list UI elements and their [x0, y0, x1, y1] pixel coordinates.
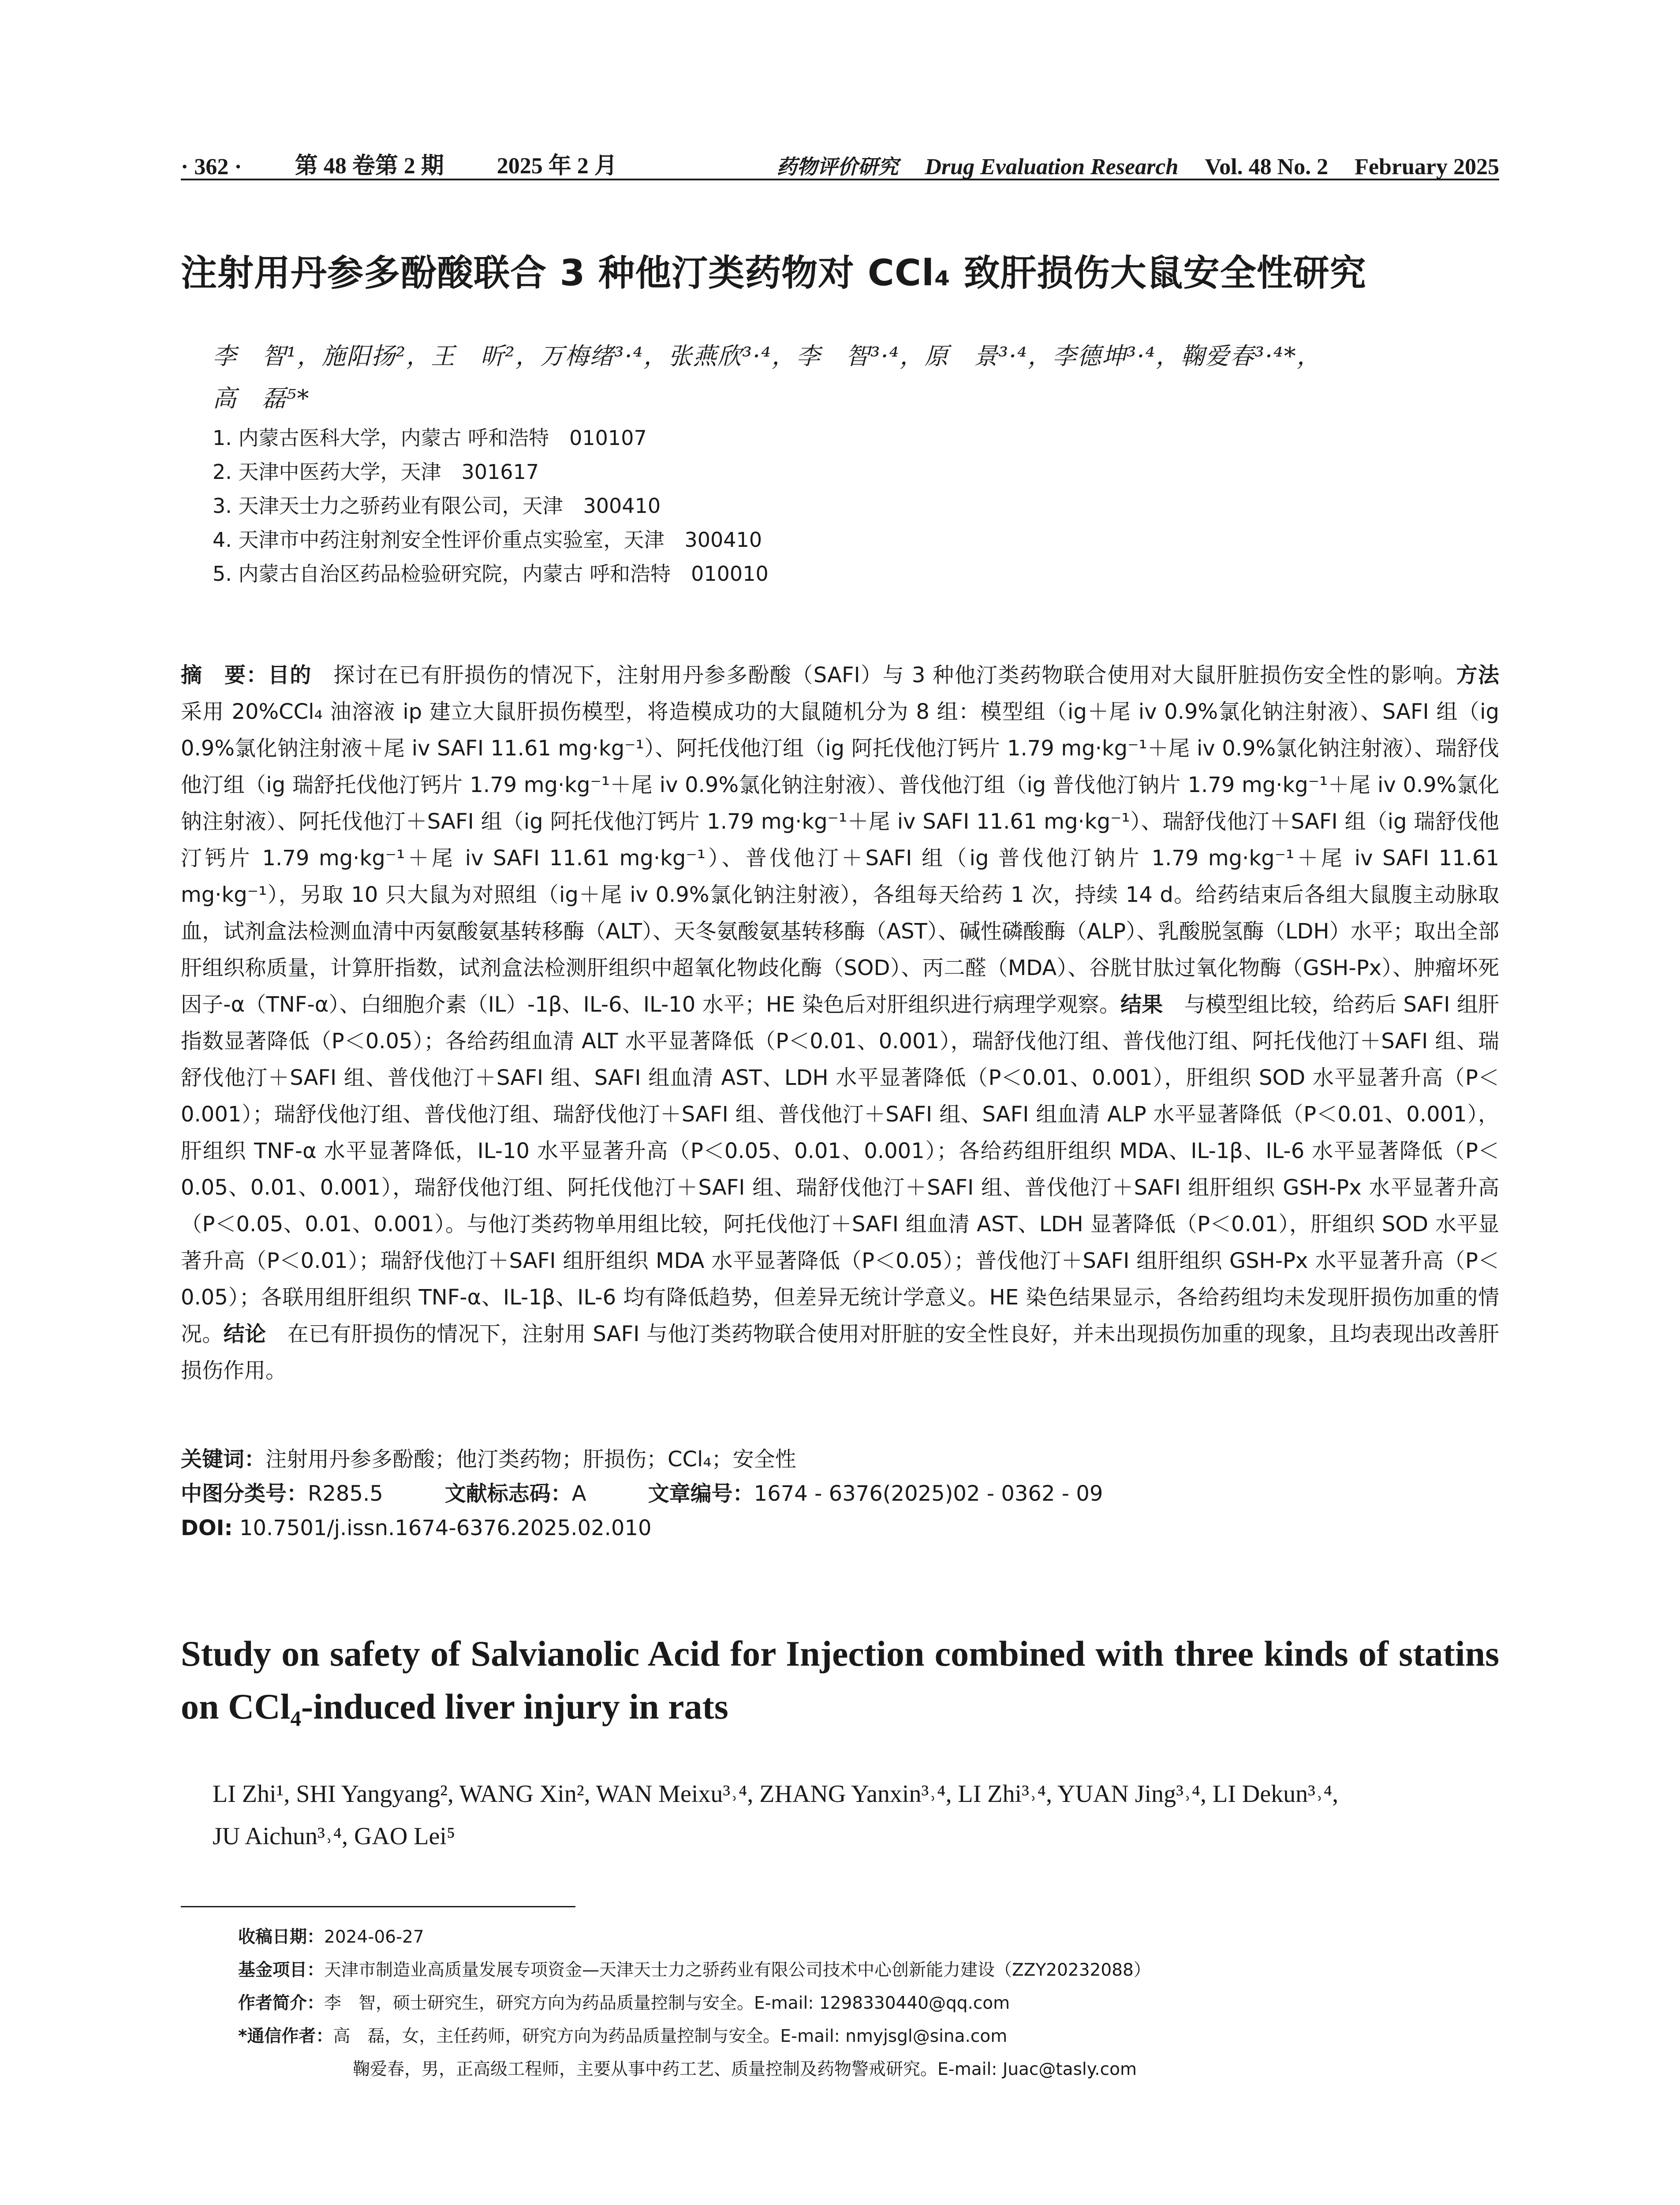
abstract-conclusion: 在已有肝损伤的情况下，注射用 SAFI 与他汀类药物联合使用对肝脏的安全性良好，并未出现损伤加重的现象，且均表现出改善肝损伤作用。: [181, 1322, 1499, 1383]
footnote-corresponding-2: 鞠爱春，男，正高级工程师，主要从事中药工艺、质量控制及药物警戒研究。E-mail: Juac@tasly.com: [353, 2059, 1137, 2079]
affiliation-item: 4. 天津市中药注射剂安全性评价重点实验室，天津 300410: [213, 528, 762, 552]
doi-row: [181, 1511, 1499, 1545]
doc-code-value: A: [571, 1481, 586, 1506]
abstract-label: 摘 要：: [181, 663, 268, 688]
footnote-rule: [181, 1906, 575, 1907]
affiliations-list: [213, 421, 1499, 591]
keywords-label: 关键词：: [181, 1447, 266, 1472]
affiliation-item: 2. 天津中医药大学，天津 301617: [213, 460, 539, 484]
corresponding-label: *通信作者：: [238, 2026, 333, 2046]
article-title-cn: 注射用丹参多酚酸联合 3 种他汀类药物对 CCl₄ 致肝损伤大鼠安全性研究: [181, 252, 1366, 294]
abstract-purpose: 探讨在已有肝损伤的情况下，注射用丹参多酚酸（SAFI）与 3 种他汀类药物联合使用对大鼠肝脏损伤安全性的影响。: [333, 663, 1456, 688]
authors-cn: [213, 335, 1499, 420]
volume-issue-en: Vol. 48 No. 2: [1205, 154, 1329, 179]
author-bio-label: 作者简介：: [238, 1993, 325, 2013]
affiliation-item: 1. 内蒙古医科大学，内蒙古 呼和浩特 010107: [213, 426, 647, 450]
affiliation-item: 5. 内蒙古自治区药品检验研究院，内蒙古 呼和浩特 010010: [213, 562, 769, 586]
abstract-method: 采用 20%CCl₄ 油溶液 ip 建立大鼠肝损伤模型，将造模成功的大鼠随机分为 8 组：模型组（ig＋尾 iv 0.9%氯化钠注射液）、SAFI 组（ig 0.9%氯化钠注射液＋尾 iv SAFI 11.61 mg·kg⁻¹）、阿托伐他汀组（ig 阿托伐他汀钙片 1.79 mg·kg⁻¹＋尾 iv 0.9%氯化钠注射液）、瑞舒伐他汀组（ig 瑞舒托伐他汀钙片 1.79 mg·kg⁻¹＋尾 iv 0.9%氯化钠注射液）、普伐他汀组（ig 普伐他汀钠片 1.79 mg·kg⁻¹＋尾 iv 0.9%氯化钠注射液）、阿托伐他汀＋SAFI 组（ig 阿托伐他汀钙片 1.79 mg·kg⁻¹＋尾 iv SAFI 11.61 mg·kg⁻¹）、瑞舒伐他汀＋SAFI 组（ig 瑞舒伐他汀钙片 1.79 mg·kg⁻¹＋尾 iv SAFI 11.61 mg·kg⁻¹）、普伐他汀＋SAFI 组（ig 普伐他汀钠片 1.79 mg·kg⁻¹＋尾 iv SAFI 11.61 mg·kg⁻¹），另取 10 只大鼠为对照组（ig＋尾 iv 0.9%氯化钠注射液），各组每天给药 1 次，持续 14 d。给药结束后各组大鼠腹主动脉取血，试剂盒法检测血清中丙氨酸氨基转移酶（ALT）、天冬氨酸氨基转移酶（AST）、碱性磷酸酶（ALP）、乳酸脱氢酶（LDH）水平；取出全部肝组织称质量，计算肝指数，试剂盒法检测肝组织中超氧化物歧化酶（SOD）、丙二醛（MDA）、谷胱甘肽过氧化物酶（GSH-Px）、肿瘤坏死因子-α（TNF-α）、白细胞介素（IL）-1β、IL-6、IL-10 水平；HE 染色后对肝组织进行病理学观察。: [181, 699, 1499, 1017]
authors-cn-line: 高 磊⁵*: [213, 385, 310, 412]
authors-en: [213, 1773, 1499, 1857]
journal-name-cn: 药物评价研究: [777, 155, 899, 179]
authors-en-line: LI Zhi¹, SHI Yangyang², WANG Xin², WAN Meixu³˒⁴, ZHANG Yanxin³˒⁴, LI Zhi³˒⁴, YUAN Jing³˒⁴, LI Dekun³˒⁴,: [213, 1780, 1339, 1808]
corresponding-author-1: 高 磊，女，主任药师，研究方向为药品质量控制与安全。E-mail: nmyjsgl@sina.com: [333, 2026, 1008, 2046]
authors-en-line: JU Aichun³˒⁴, GAO Lei⁵: [213, 1823, 455, 1850]
header-rule: [181, 179, 1499, 180]
footnote-corresponding: [238, 2020, 1499, 2053]
footnotes: [238, 1921, 1499, 2086]
fund-label: 基金项目：: [238, 1960, 325, 1980]
authors-cn-line: 李 智¹，施阳扬²，王 昕²，万梅绪³·⁴，张燕欣³·⁴，李 智³·⁴，原 景³·⁴，李德坤³·⁴，鞠爱春³·⁴*，: [213, 342, 1322, 370]
abstract-conclusion-tag: 结论: [223, 1322, 266, 1346]
clc-label: 中图分类号：: [181, 1481, 308, 1506]
page-number: · 362 ·: [181, 154, 242, 179]
affiliation-item: 3. 天津天士力之骄药业有限公司，天津 300410: [213, 494, 661, 518]
running-header: [181, 140, 1499, 180]
abstract-method-tag: 方法: [1456, 663, 1499, 688]
author-bio-text: 李 智，硕士研究生，研究方向为药品质量控制与安全。E-mail: 1298330440@qq.com: [324, 1993, 1010, 2013]
fund-text: 天津市制造业高质量发展专项资金—天津天士力之骄药业有限公司技术中心创新能力建设（ZZY20232088）: [324, 1960, 1151, 1980]
footnote-fund: [238, 1954, 1499, 1987]
date-cn: 2025 年 2 月: [497, 153, 617, 179]
date-en: February 2025: [1355, 154, 1499, 179]
received-label: 收稿日期：: [238, 1927, 325, 1947]
volume-issue-cn: 第 48 卷第 2 期: [295, 153, 444, 179]
article-number-value: 1674 - 6376(2025)02 - 0362 - 09: [754, 1481, 1103, 1506]
clc-value: R285.5: [308, 1481, 383, 1506]
article-number-label: 文章编号：: [648, 1481, 754, 1506]
doc-code-label: 文献标志码：: [444, 1481, 572, 1506]
received-date: 2024-06-27: [324, 1927, 424, 1947]
abstract-purpose-tag: 目的: [268, 663, 312, 688]
footnote-received: [238, 1921, 1499, 1954]
abstract-result-tag: 结果: [1120, 992, 1163, 1017]
classification-row: [181, 1476, 1499, 1511]
article-metadata: [181, 1442, 1499, 1545]
doi-label: DOI:: [181, 1516, 233, 1540]
article-title-en: Study on safety of Salvianolic Acid for Injection combined with three kinds of statins on CCl₄-induced liver injury in rats: [181, 1633, 1499, 1727]
footnote-author: [238, 1987, 1499, 2020]
keywords-text: 注射用丹参多酚酸；他汀类药物；肝损伤；CCl₄；安全性: [265, 1447, 796, 1472]
abstract-result: 与模型组比较，给药后 SAFI 组肝指数显著降低（P＜0.05）；各给药组血清 ALT 水平显著降低（P＜0.01、0.001），瑞舒伐他汀组、普伐他汀组、阿托伐他汀＋SAFI 组、瑞舒伐他汀＋SAFI 组、普伐他汀＋SAFI 组、SAFI 组血清 AST、LDH 水平显著降低（P＜0.01、0.001），肝组织 SOD 水平显著升高（P＜0.001）；瑞舒伐他汀组、普伐他汀组、瑞舒伐他汀＋SAFI 组、普伐他汀＋SAFI 组、SAFI 组血清 ALP 水平显著降低（P＜0.01、0.001），肝组织 TNF-α 水平显著降低，IL-10 水平显著升高（P＜0.05、0.01、0.001）；各给药组肝组织 MDA、IL-1β、IL-6 水平显著降低（P＜0.05、0.01、0.001），瑞舒伐他汀组、阿托伐他汀＋SAFI 组、瑞舒伐他汀＋SAFI 组、普伐他汀＋SAFI 组肝组织 GSH-Px 水平显著升高（P＜0.05、0.01、0.001）。与他汀类药物单用组比较，阿托伐他汀＋SAFI 组血清 AST、LDH 显著降低（P＜0.01），肝组织 SOD 水平显著升高（P＜0.01）；瑞舒伐他汀＋SAFI 组肝组织 MDA 水平显著降低（P＜0.05）；普伐他汀＋SAFI 组肝组织 GSH-Px 水平显著升高（P＜0.05）；各联用组肝组织 TNF-α、IL-1β、IL-6 均有降低趋势，但差异无统计学意义。HE 染色结果显示，各给药组均未发现肝损伤加重的情况。: [181, 992, 1499, 1346]
abstract: [181, 657, 1499, 1389]
keywords-row: [181, 1442, 1499, 1476]
journal-name-en: Drug Evaluation Research: [925, 154, 1179, 179]
doi-value: 10.7501/j.issn.1674-6376.2025.02.010: [239, 1516, 652, 1540]
